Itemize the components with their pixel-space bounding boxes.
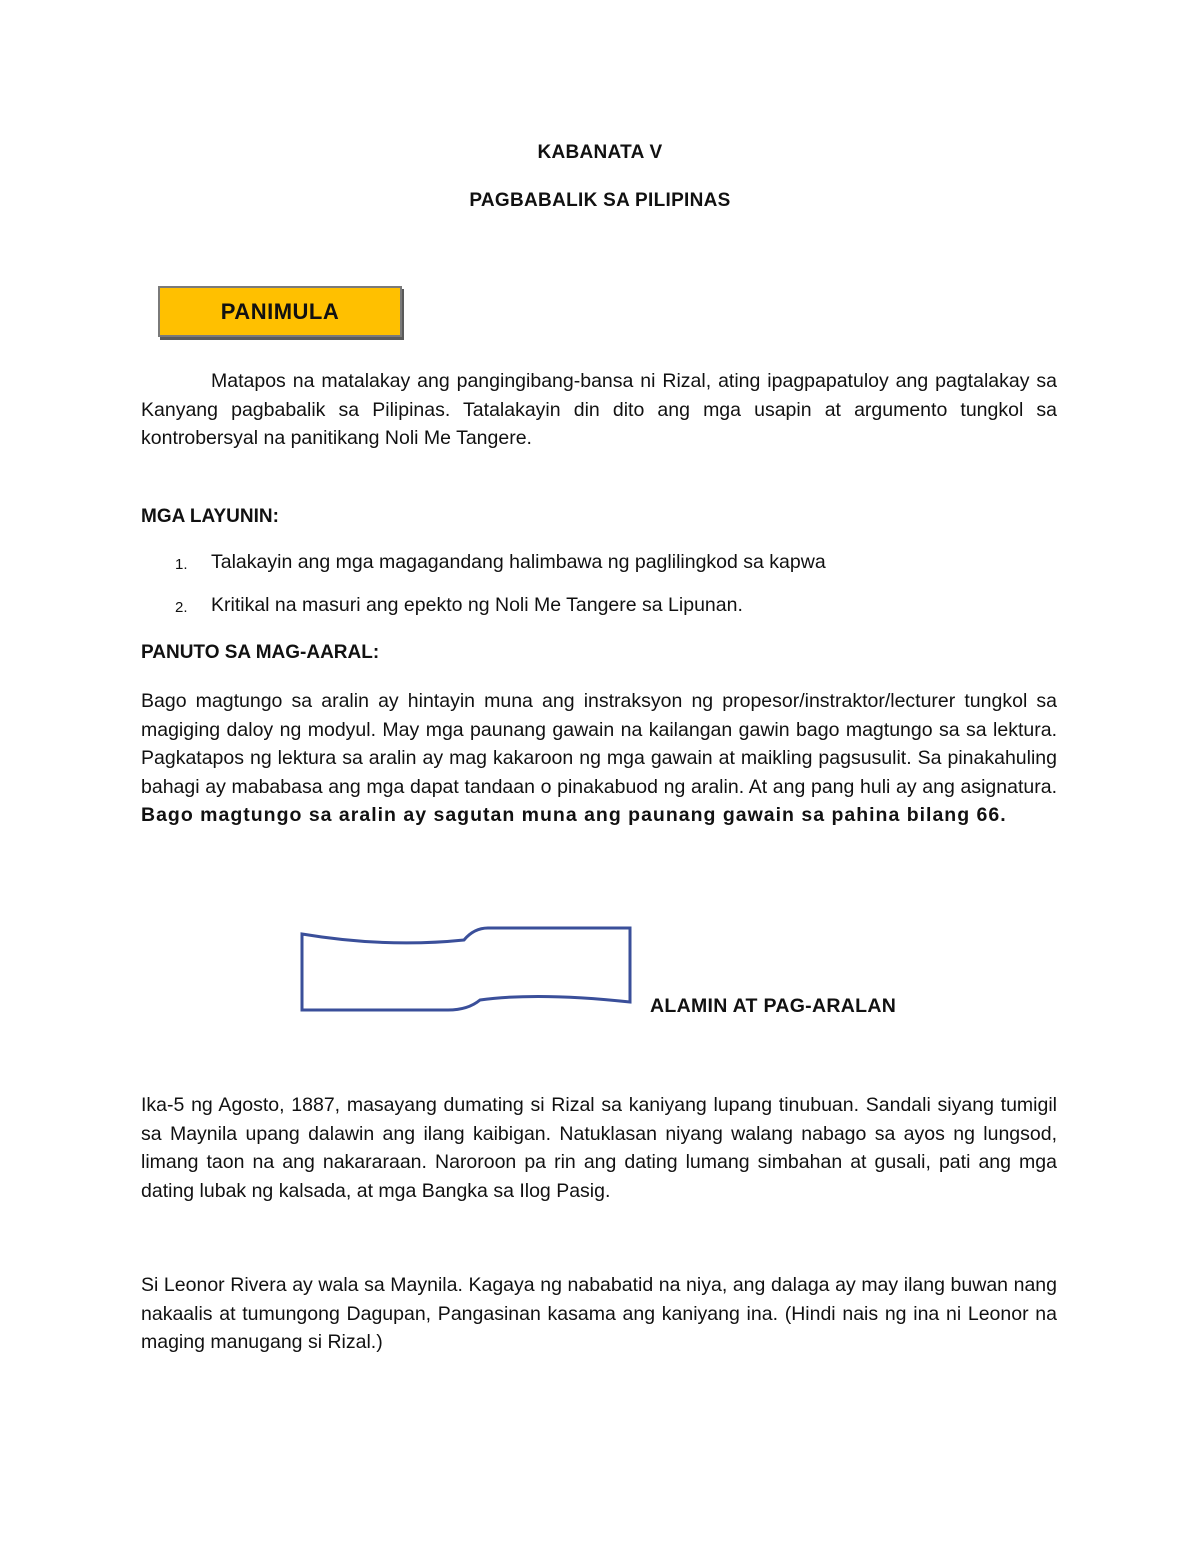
instructions-text: Bago magtungo sa aralin ay hintayin muna ang instraksyon ng propesor/instraktor/lecturer tungkol sa magiging daloy ng modyul. May mga paunang gawain na kailangan gawin bago magtungo sa sa lektura. Pagkatapos ng lektura sa aralin ay mag kakaroon ng mga gawain at maikling pagsusulit. Sa pinakahuling bahagi ay mababasa ang mga dapat tandaan o pinakabuod ng aralin. At ang pang huli ay ang asignatura. [141,690,1057,798]
objective-number: 1. [175,556,188,573]
section-label: ALAMIN AT PAG-ARALAN [650,995,897,1017]
instructions-bold-text: Bago magtungo sa aralin ay sagutan muna ang paunang gawain sa pahina bilang 66. [141,804,1007,826]
objective-item [175,551,826,579]
ribbon-banner-shape [298,922,638,1014]
objective-item [175,594,743,622]
objective-text: Kritikal na masuri ang epekto ng Noli Me Tangere sa Lipunan. [211,594,743,616]
instructions-heading: PANUTO SA MAG-AARAL: [141,642,380,663]
intro-paragraph: Matapos na matalakay ang pangingibang-bansa ni Rizal, ating ipagpapatuloy ang pagtalakay sa Kanyang pagbabalik sa Pilipinas. Tatalakayin din dito ang mga usapin at argumento tungkol sa kontrobersyal na panitikang Noli Me Tangere. [141,370,1057,449]
body-paragraph-1: Ika-5 ng Agosto, 1887, masayang dumating si Rizal sa kaniyang lupang tinubuan. Sandali siyang tumigil sa Maynila upang dalawin ang ilang kaibigan. Natuklasan niyang walang nabago sa ayos ng lungsod, limang taon na ang nakararaan. Naroroon pa rin ang dating lumang simbahan at gusali, pati ang mga dating lubak ng kalsada, at mga Bangka sa Ilog Pasig. [141,1094,1057,1202]
chapter-number: KABANATA V [537,142,663,163]
panimula-label-box [158,286,402,337]
panimula-label: PANIMULA [220,298,340,324]
body-paragraph-2: Si Leonor Rivera ay wala sa Maynila. Kagaya ng nababatid na niya, ang dalaga ay may ilang buwan nang nakaalis at tumungong Dagupan, Pangasinan kasama ang kaniyang ina. (Hindi nais ng ina ni Leonor na maging manugang si Rizal.) [141,1274,1057,1353]
chapter-title: PAGBABALIK SA PILIPINAS [469,190,731,211]
objective-text: Talakayin ang mga magagandang halimbawa ng paglilingkod sa kapwa [211,551,826,573]
objectives-heading: MGA LAYUNIN: [141,506,279,527]
objective-number: 2. [175,599,188,616]
instructions-paragraph [141,687,1057,830]
